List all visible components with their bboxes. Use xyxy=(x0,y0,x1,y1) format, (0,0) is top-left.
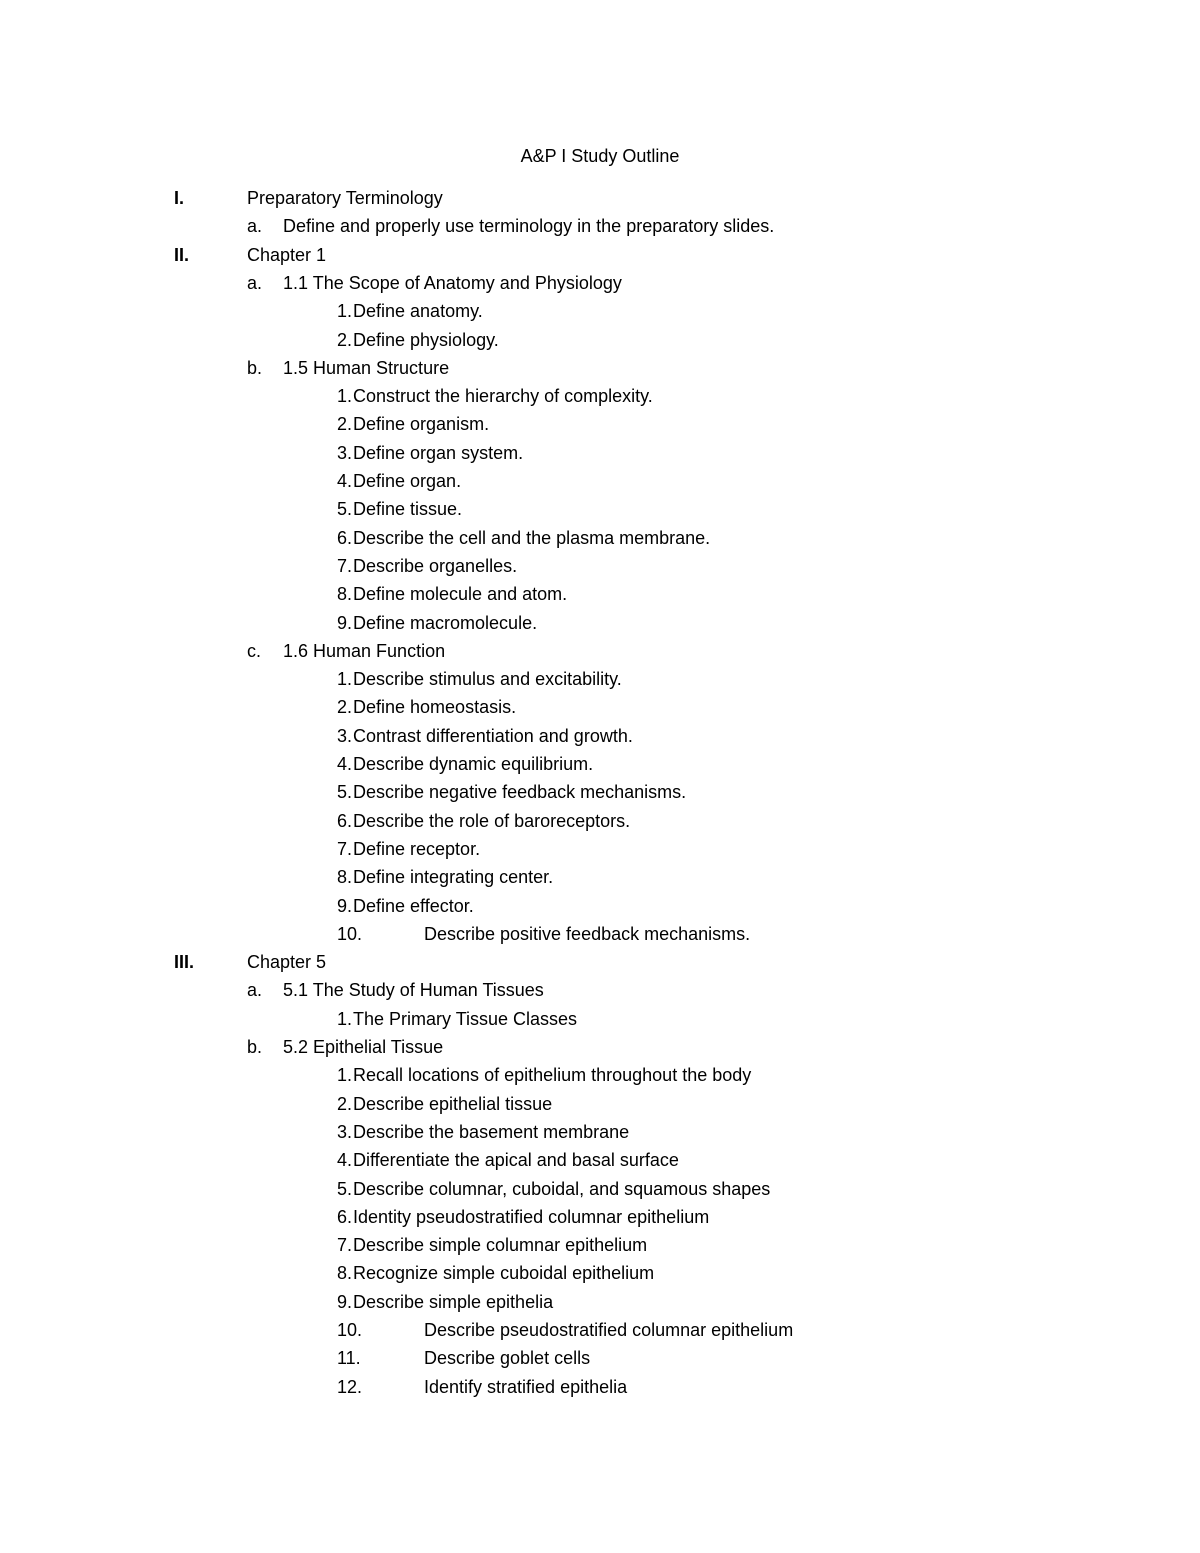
outline-item-number: 2. xyxy=(337,414,353,435)
outline-item xyxy=(0,582,1200,606)
outline-item xyxy=(0,384,1200,408)
outline-item-number: 4. xyxy=(337,1150,353,1171)
outline-section-number: II. xyxy=(174,244,190,265)
outline-item xyxy=(0,894,1200,918)
outline-item xyxy=(0,1233,1200,1257)
outline-subsection-number: b. xyxy=(247,357,263,378)
outline-item-text: Describe simple epithelia xyxy=(353,1291,554,1312)
outline-item xyxy=(0,1346,1200,1370)
outline-item-text: Identify stratified epithelia xyxy=(424,1376,628,1397)
outline-subsection xyxy=(0,639,1200,663)
outline-item-number: 6. xyxy=(337,1206,353,1227)
outline-item xyxy=(0,780,1200,804)
outline-subsection-text: 1.6 Human Function xyxy=(283,640,446,661)
page-title: A&P I Study Outline xyxy=(520,146,680,166)
outline-item-text: Contrast differentiation and growth. xyxy=(353,725,633,746)
outline-subsection-number: b. xyxy=(247,1037,263,1057)
outline-item-number: 3. xyxy=(337,725,353,746)
outline-item-number: 10. xyxy=(337,923,363,944)
outline-item xyxy=(0,497,1200,521)
outline-item-number: 2. xyxy=(337,697,353,718)
outline-subsection-text: 5.2 Epithelial Tissue xyxy=(283,1037,444,1057)
outline-subsection-text: 1.1 The Scope of Anatomy and Physiology xyxy=(283,272,622,293)
outline-item-text: Recognize simple cuboidal epithelium xyxy=(353,1263,655,1284)
outline-item xyxy=(0,1205,1200,1229)
outline-item xyxy=(0,1007,1200,1031)
outline-item-text: Describe goblet cells xyxy=(424,1348,591,1369)
outline-item-text: Define effector. xyxy=(353,895,474,916)
outline-item-number: 1. xyxy=(337,1065,353,1086)
outline-item xyxy=(0,299,1200,323)
outline-item-text: Construct the hierarchy of complexity. xyxy=(353,386,653,407)
outline-item-text: Define molecule and atom. xyxy=(353,584,568,605)
outline-item-text: Define physiology. xyxy=(353,329,499,350)
outline-item-number: 1. xyxy=(337,669,353,690)
outline-item xyxy=(0,837,1200,861)
outline-item-number: 10. xyxy=(337,1320,363,1340)
outline-item-text: Describe stimulus and excitability. xyxy=(353,669,622,690)
outline-item-text: Define receptor. xyxy=(353,838,481,859)
outline-subsection-number: a. xyxy=(247,272,263,293)
outline-item-text: Describe columnar, cuboidal, and squamous shapes xyxy=(353,1178,771,1199)
outline-subsection-number: a. xyxy=(247,216,263,237)
outline-section-number: I. xyxy=(174,188,185,208)
outline-item-number: 5. xyxy=(337,499,353,520)
outline-item-text: Define organ. xyxy=(353,471,462,491)
outline-item-number: 9. xyxy=(337,1291,353,1312)
outline-item xyxy=(0,328,1200,352)
outline-item-text: Describe simple columnar epithelium xyxy=(353,1235,648,1256)
outline-item-number: 7. xyxy=(337,838,353,859)
outline-item-number: 9. xyxy=(337,895,353,916)
outline-section xyxy=(0,950,1200,974)
outline-item-number: 5. xyxy=(337,782,353,803)
outline-item xyxy=(0,1148,1200,1172)
outline-item-number: 3. xyxy=(337,442,353,463)
outline-item xyxy=(0,1120,1200,1144)
outline-item xyxy=(0,752,1200,776)
outline-item-number: 12. xyxy=(337,1376,363,1397)
outline-item-number: 8. xyxy=(337,1263,353,1284)
outline-item xyxy=(0,412,1200,436)
outline-item-text: Describe organelles. xyxy=(353,555,518,576)
outline-section-text: Preparatory Terminology xyxy=(247,188,443,208)
outline-item xyxy=(0,1063,1200,1087)
outline-item-number: 11. xyxy=(337,1348,361,1369)
outline-item-text: Define tissue. xyxy=(353,499,463,520)
outline-item-text: Define organism. xyxy=(353,414,490,435)
outline-item-text: Describe dynamic equilibrium. xyxy=(353,754,594,774)
outline-section xyxy=(0,186,1200,210)
outline-item-number: 2. xyxy=(337,329,353,350)
outline-subsection-text: 5.1 The Study of Human Tissues xyxy=(283,980,544,1001)
outline-item-text: The Primary Tissue Classes xyxy=(353,1008,578,1029)
outline-section-number: III. xyxy=(174,952,195,973)
outline-item-text: Define homeostasis. xyxy=(353,697,517,718)
outline-item-number: 3. xyxy=(337,1121,353,1142)
outline-subsection xyxy=(0,978,1200,1002)
outline-item-text: Identity pseudostratified columnar epithelium xyxy=(353,1206,710,1227)
outline-item-text: Define macromolecule. xyxy=(353,612,538,633)
outline-item xyxy=(0,1318,1200,1342)
outline-item xyxy=(0,469,1200,493)
outline-item-number: 1. xyxy=(337,301,353,322)
outline-subsection-text: Define and properly use terminology in the preparatory slides. xyxy=(283,216,775,237)
outline-section-text: Chapter 5 xyxy=(247,952,327,973)
outline-item-text: Describe the cell and the plasma membrane. xyxy=(353,527,711,548)
outline-item xyxy=(0,667,1200,691)
outline-item-text: Define anatomy. xyxy=(353,301,483,322)
outline-section-text: Chapter 1 xyxy=(247,244,327,265)
outline-item-number: 6. xyxy=(337,527,353,548)
outline-item xyxy=(0,526,1200,550)
outline-item-number: 1. xyxy=(337,386,353,407)
outline-item-text: Describe the basement membrane xyxy=(353,1121,630,1142)
outline-item xyxy=(0,1092,1200,1116)
outline-item-text: Define integrating center. xyxy=(353,867,554,888)
outline-item-text: Describe positive feedback mechanisms. xyxy=(424,923,751,944)
outline-item xyxy=(0,1177,1200,1201)
outline-item xyxy=(0,1375,1200,1399)
outline-item-number: 8. xyxy=(337,867,353,888)
outline-item-number: 7. xyxy=(337,1235,353,1256)
outline-item-number: 6. xyxy=(337,810,353,831)
outline-item-number: 7. xyxy=(337,555,353,576)
outline-item-number: 2. xyxy=(337,1093,353,1114)
outline-item-number: 8. xyxy=(337,584,353,605)
outline-subsection-text: 1.5 Human Structure xyxy=(283,357,450,378)
outline-item xyxy=(0,1261,1200,1285)
outline-subsection xyxy=(0,214,1200,238)
outline-item xyxy=(0,554,1200,578)
outline-subsection-number: c. xyxy=(247,640,262,661)
outline-item-text: Define organ system. xyxy=(353,442,524,463)
outline-item-text: Differentiate the apical and basal surface xyxy=(353,1150,679,1171)
outline-item xyxy=(0,865,1200,889)
outline-subsection xyxy=(0,1035,1200,1059)
outline-subsection-number: a. xyxy=(247,980,263,1001)
outline-item-text: Describe negative feedback mechanisms. xyxy=(353,782,687,803)
outline-item xyxy=(0,809,1200,833)
outline-item xyxy=(0,1290,1200,1314)
outline-subsection xyxy=(0,356,1200,380)
outline-item-number: 4. xyxy=(337,754,353,774)
outline-item xyxy=(0,695,1200,719)
outline-item-text: Recall locations of epithelium throughout the body xyxy=(353,1065,752,1086)
outline-subsection xyxy=(0,271,1200,295)
outline-item-text: Describe the role of baroreceptors. xyxy=(353,810,631,831)
outline-item-number: 5. xyxy=(337,1178,353,1199)
outline-item xyxy=(0,441,1200,465)
outline-item xyxy=(0,724,1200,748)
outline-item xyxy=(0,922,1200,946)
outline-item-text: Describe epithelial tissue xyxy=(353,1093,553,1114)
outline-item xyxy=(0,611,1200,635)
outline-item-text: Describe pseudostratified columnar epithelium xyxy=(424,1320,794,1340)
outline-item-number: 4. xyxy=(337,471,353,491)
outline-item-number: 1. xyxy=(337,1008,353,1029)
outline-item-number: 9. xyxy=(337,612,353,633)
outline-section xyxy=(0,243,1200,267)
